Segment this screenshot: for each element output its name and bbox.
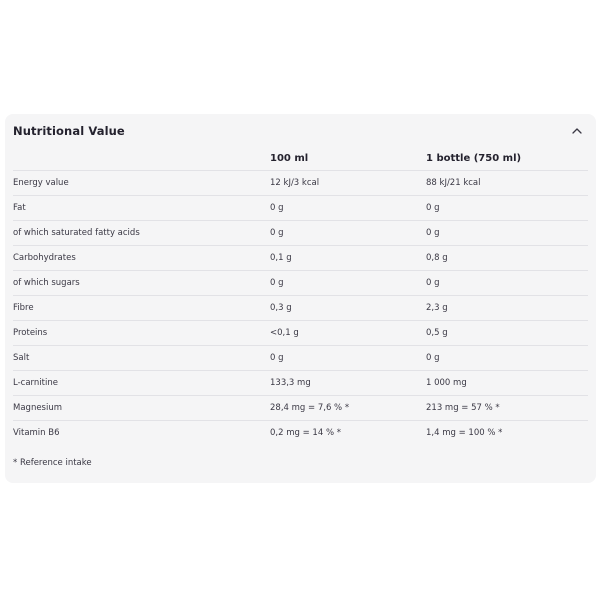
table-row xyxy=(13,371,588,396)
panel-header[interactable] xyxy=(13,120,588,142)
table-row xyxy=(13,421,588,446)
table-row xyxy=(13,396,588,421)
value-per-100ml: 0 g xyxy=(270,221,426,246)
nutrient-name: Fibre xyxy=(13,296,270,321)
nutrition-table xyxy=(13,146,588,445)
value-per-bottle: 1,4 mg = 100 % * xyxy=(426,428,503,438)
nutrient-name: Magnesium xyxy=(13,396,270,421)
header-per-bottle: 1 bottle (750 ml) xyxy=(426,146,588,171)
table-row xyxy=(13,296,588,321)
nutrient-name: Carbohydrates xyxy=(13,246,270,271)
nutritional-value-panel xyxy=(5,114,596,483)
nutrient-name: Proteins xyxy=(13,321,270,346)
value-per-bottle: 0 g xyxy=(426,221,588,246)
nutrient-name: of which saturated fatty acids xyxy=(13,221,270,246)
table-row xyxy=(13,346,588,371)
value-per-100ml: <0,1 g xyxy=(270,321,426,346)
table-row xyxy=(13,196,588,221)
value-per-100ml: 0 g xyxy=(270,346,426,371)
value-per-100ml: 0,2 mg = 14 % * xyxy=(270,428,341,438)
nutrient-name: Fat xyxy=(13,196,270,221)
nutrient-name: Energy value xyxy=(13,171,270,196)
nutrient-name: Salt xyxy=(13,346,270,371)
header-per-100ml: 100 ml xyxy=(270,146,426,171)
value-per-bottle: 88 kJ/21 kcal xyxy=(426,171,588,196)
value-per-bottle: 0 g xyxy=(426,196,588,221)
value-per-100ml: 0 g xyxy=(270,271,426,296)
value-per-bottle: 0 g xyxy=(426,346,588,371)
panel-title: Nutritional Value xyxy=(13,124,125,138)
table-row xyxy=(13,171,588,196)
value-per-100ml: 133,3 mg xyxy=(270,371,426,396)
value-per-bottle: 1 000 mg xyxy=(426,371,588,396)
table-row xyxy=(13,271,588,296)
value-per-bottle: 0,5 g xyxy=(426,321,588,346)
value-per-100ml: 0 g xyxy=(270,196,426,221)
value-per-bottle: 213 mg = 57 % * xyxy=(426,396,588,421)
value-per-bottle: 0 g xyxy=(426,271,588,296)
nutrient-name: L-carnitine xyxy=(13,371,270,396)
nutrient-name: Vitamin B6 xyxy=(13,428,60,438)
table-row xyxy=(13,221,588,246)
nutrient-name: of which sugars xyxy=(13,271,270,296)
value-per-bottle: 0,8 g xyxy=(426,246,588,271)
value-per-100ml: 0,1 g xyxy=(270,246,426,271)
reference-intake-footnote: * Reference intake xyxy=(13,458,92,468)
chevron-up-icon[interactable] xyxy=(570,124,584,138)
value-per-100ml: 28,4 mg = 7,6 % * xyxy=(270,396,426,421)
value-per-100ml: 12 kJ/3 kcal xyxy=(270,171,426,196)
header-nutrient xyxy=(13,146,270,171)
table-header-row xyxy=(13,146,588,171)
table-row xyxy=(13,321,588,346)
table-row xyxy=(13,246,588,271)
value-per-100ml: 0,3 g xyxy=(270,296,426,321)
value-per-bottle: 2,3 g xyxy=(426,296,588,321)
